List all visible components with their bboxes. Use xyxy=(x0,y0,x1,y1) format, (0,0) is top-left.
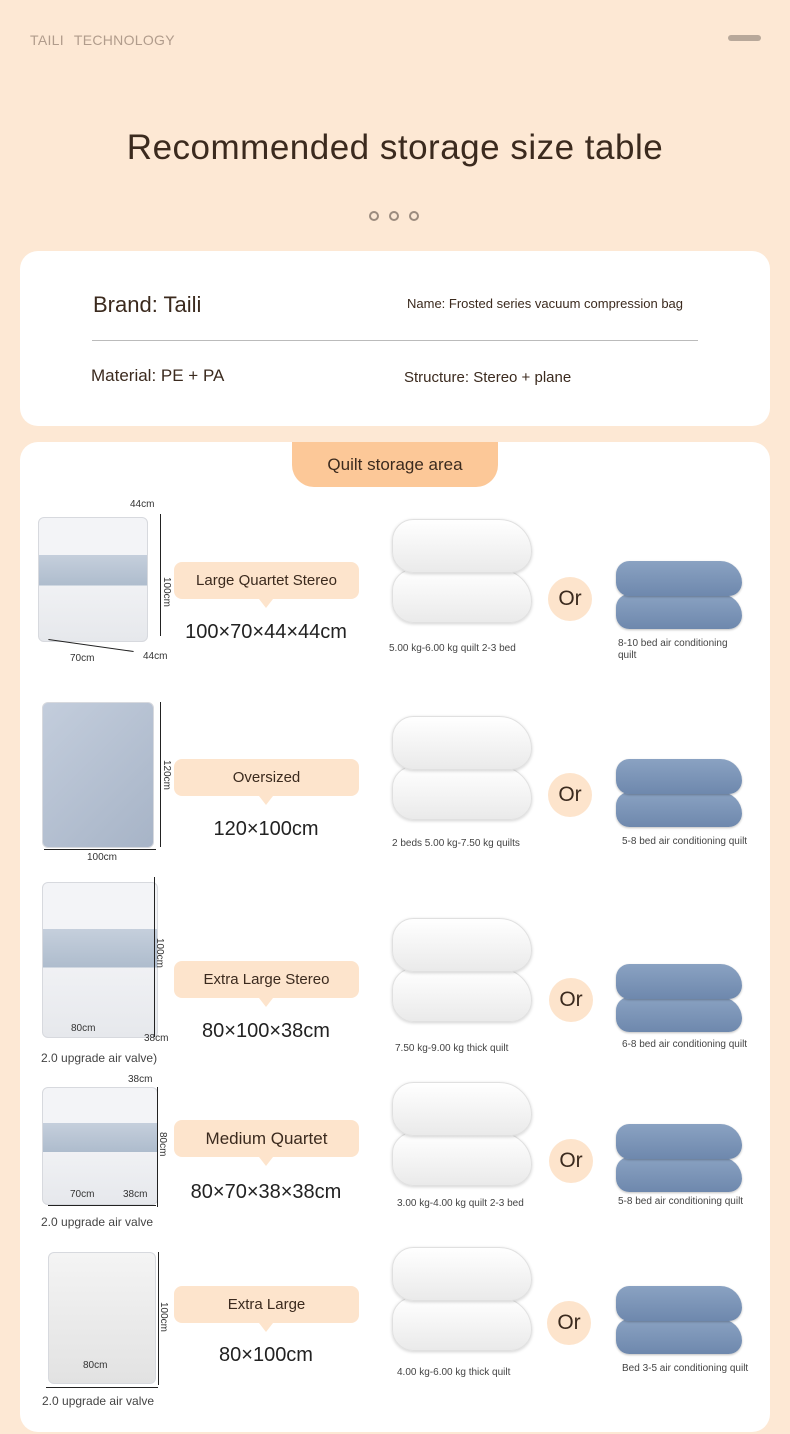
brand-logo-text: TAILI TECHNOLOGY xyxy=(30,32,175,48)
carousel-dot[interactable] xyxy=(409,211,419,221)
quilt-caption: 2 beds 5.00 kg-7.50 kg quilts xyxy=(392,838,520,849)
dim-bottom: 80cm xyxy=(71,1023,96,1034)
or-badge: Or xyxy=(549,978,593,1022)
dim-top: 44cm xyxy=(130,499,155,510)
dim-side: 100cm xyxy=(161,577,172,608)
quilt-caption: 3.00 kg-4.00 kg quilt 2-3 bed xyxy=(397,1198,524,1209)
blanket-image xyxy=(616,1122,742,1192)
size-row xyxy=(20,1247,770,1422)
carousel-dots xyxy=(369,211,419,221)
quilt-image xyxy=(392,1082,532,1192)
or-badge: Or xyxy=(547,1301,591,1345)
size-row xyxy=(20,497,770,667)
structure-label: Structure: Stereo + plane xyxy=(404,369,572,386)
blanket-caption: 5-8 bed air conditioning quilt xyxy=(618,1196,744,1207)
bag-size: 100×70×44×44cm xyxy=(185,621,347,643)
bag-image xyxy=(38,882,163,1042)
material-label: Material: PE + PA xyxy=(91,366,225,385)
quilt-image xyxy=(392,918,532,1028)
section-tab[interactable]: Quilt storage area xyxy=(292,442,498,487)
blanket-image xyxy=(616,757,742,827)
bag-type-label: Medium Quartet xyxy=(174,1120,359,1157)
quilt-image xyxy=(392,1247,532,1357)
quilt-caption: 7.50 kg-9.00 kg thick quilt xyxy=(395,1043,509,1054)
dim-bottom: 70cm xyxy=(70,653,95,664)
blanket-image xyxy=(616,559,742,629)
bag-size: 80×100×38cm xyxy=(202,1020,330,1042)
quilt-image xyxy=(392,716,532,826)
dim-side: 100cm xyxy=(154,938,165,969)
or-badge: Or xyxy=(548,577,592,621)
quilt-image xyxy=(392,519,532,629)
divider xyxy=(92,340,698,341)
bag-size: 120×100cm xyxy=(213,818,319,840)
air-valve-note: 2.0 upgrade air valve xyxy=(41,1215,154,1229)
or-badge: Or xyxy=(548,773,592,817)
blanket-caption: 8-10 bed air conditioning quilt xyxy=(618,638,728,661)
blanket-caption: Bed 3-5 air conditioning quilt xyxy=(622,1363,749,1374)
blanket-image xyxy=(616,962,742,1032)
blanket-caption: 5-8 bed air conditioning quilt xyxy=(622,836,748,847)
product-name-label: Name: Frosted series vacuum compression bag xyxy=(407,296,684,311)
brand-label: Brand: Taili xyxy=(93,292,202,317)
bag-size: 80×100cm xyxy=(219,1344,313,1366)
dim-bottom: 70cm xyxy=(70,1189,95,1200)
size-row xyxy=(20,1072,770,1232)
dim-side: 100cm xyxy=(158,1302,169,1333)
dim-depth: 38cm xyxy=(123,1189,148,1200)
quilt-caption: 4.00 kg-6.00 kg thick quilt xyxy=(397,1367,511,1378)
size-row xyxy=(20,877,770,1067)
carousel-dot[interactable] xyxy=(389,211,399,221)
bag-type-label: Extra Large xyxy=(174,1286,359,1323)
bag-type-label: Large Quartet Stereo xyxy=(174,562,359,599)
dim-side: 120cm xyxy=(161,760,172,791)
blanket-caption: 6-8 bed air conditioning quilt xyxy=(622,1039,748,1050)
dim-side: 80cm xyxy=(157,1132,168,1157)
bag-image xyxy=(28,512,158,647)
size-table-card xyxy=(20,442,770,1432)
dim-top: 38cm xyxy=(128,1074,153,1085)
quilt-caption: 5.00 kg-6.00 kg quilt 2-3 bed xyxy=(389,643,516,654)
page-title: Recommended storage size table xyxy=(126,128,664,167)
product-info-card xyxy=(20,251,770,426)
bag-type-label: Oversized xyxy=(174,759,359,796)
air-valve-note: 2.0 upgrade air valve) xyxy=(41,1051,158,1065)
bag-size: 80×70×38×38cm xyxy=(190,1181,342,1203)
dim-bottom: 100cm xyxy=(87,852,118,863)
dim-depth: 38cm xyxy=(144,1033,169,1044)
blanket-image xyxy=(616,1284,742,1354)
bag-image xyxy=(38,702,158,850)
air-valve-note: 2.0 upgrade air valve xyxy=(42,1394,155,1408)
dim-depth: 44cm xyxy=(143,651,168,662)
dim-bottom: 80cm xyxy=(83,1360,108,1371)
carousel-dot[interactable] xyxy=(369,211,379,221)
menu-icon[interactable] xyxy=(728,35,761,41)
size-row xyxy=(20,692,770,872)
or-badge: Or xyxy=(549,1139,593,1183)
bag-type-label: Extra Large Stereo xyxy=(174,961,359,998)
